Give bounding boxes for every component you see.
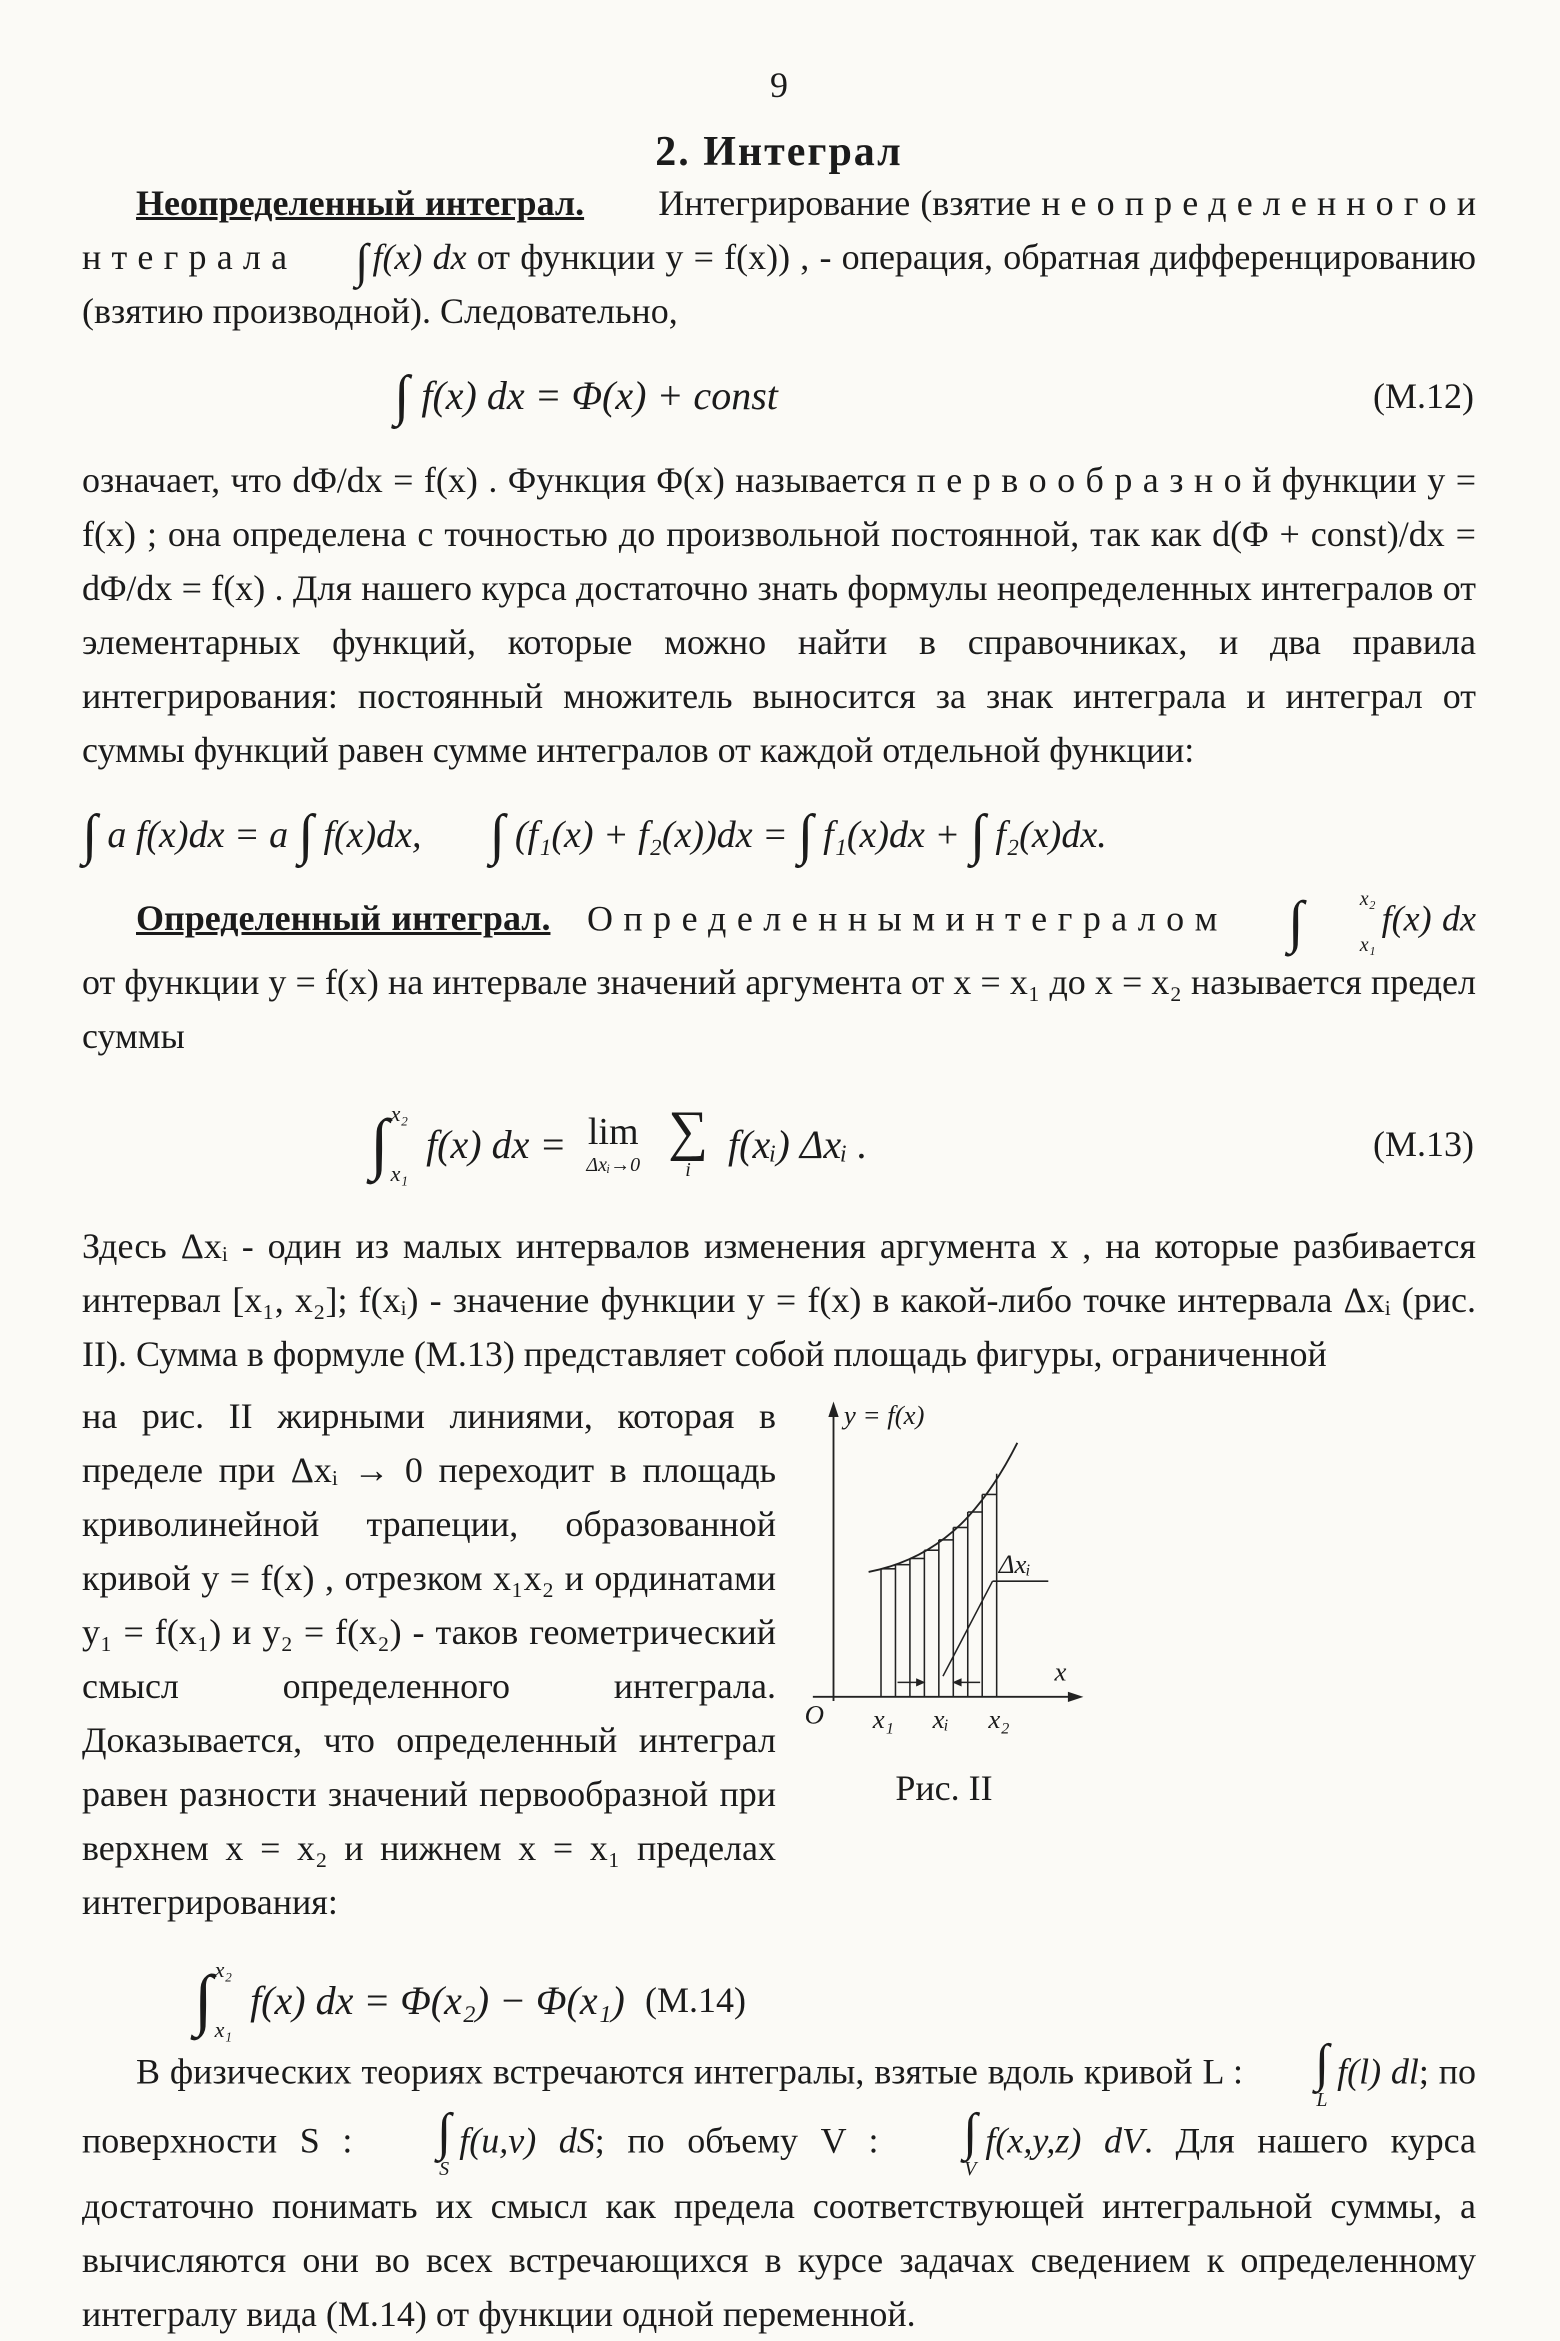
- definite-integral-sign: [370, 1103, 408, 1185]
- integral-sign: ∫: [1287, 888, 1304, 954]
- upper-limit: x₂: [1359, 888, 1376, 910]
- section-label-indefinite-integral: Неопределенный интеграл.: [136, 183, 585, 223]
- formula-segment: (f₁(x) + f₂(x))dx =: [514, 814, 788, 856]
- formula-integration-rules: ∫ a f(x)dx = a ∫ f(x)dx, ∫ (f₁(x) + f₂(x))dx = ∫ f₁(x)dx + ∫ f₂(x)dx.: [82, 804, 1107, 866]
- paragraph-text: от функции y = f(x) на интервале значений аргумента от x = x₁ до x = x₂ называется предел суммы: [82, 962, 1476, 1056]
- formula-body: f(x) dx =: [426, 1121, 567, 1167]
- integral-body: f(l) dl: [1337, 2051, 1419, 2092]
- formula-body: f(x) dx = Φ(x₂) − Φ(x₁): [250, 1977, 625, 2023]
- para-riemann-sum: [82, 1219, 1476, 1381]
- figure-caption: Рис. II: [895, 1768, 993, 1808]
- para-definite-integral: [82, 889, 1476, 1063]
- integral-sign: ∫: [963, 2103, 978, 2161]
- paragraph-text: от функции y = f(x)) , - операция, обратная дифференцированию (взятию производной). Следовательно,: [82, 237, 1476, 331]
- para-physical-integrals: [82, 2035, 1477, 2341]
- riemann-rectangles: [881, 1474, 997, 1697]
- wrapped-text-column: [82, 1389, 776, 2041]
- section-label-definite-integral: Определенный интеграл.: [136, 898, 551, 939]
- para-geometric-meaning: [82, 1389, 776, 1929]
- paragraph-text: ; по объему V :: [594, 2120, 879, 2161]
- formula-body: f(xᵢ) Δxᵢ .: [728, 1121, 868, 1167]
- definite-integral-sign: [194, 1959, 232, 2041]
- formula-body: f(x) dx = Φ(x) + const: [421, 373, 778, 418]
- lower-limit: x₁: [390, 1161, 409, 1186]
- volume-integral-sign: [909, 2103, 978, 2180]
- paragraph-text: на рис. II жирными линиями, которая в пределе при Δxᵢ → 0 переходит в площадь криволинейной трапеции, образованной кривой y = f(x) , отрезком x₁x₂ и ординатами y₁ = f(x₁) и y₂ = f(x₂) - таков геометрический смысл определенного интеграла. Доказывается, что определенный интеграл равен разности значений первообразной при верхнем x = x₂ и нижнем x = x₁ пределах интегрирования:: [82, 1396, 776, 1922]
- definite-integral-sign: [1234, 889, 1376, 955]
- x2-tick-label: x₂: [988, 1703, 1010, 1734]
- line-integral-sign: [1261, 2035, 1330, 2111]
- x1-tick-label: x₁: [872, 1703, 894, 1734]
- integral-subscript: V: [964, 2157, 977, 2180]
- lim-subscript: Δxᵢ→0: [586, 1154, 641, 1176]
- y-axis-arrow: [828, 1402, 838, 1417]
- figure-graph: [786, 1391, 1102, 1759]
- integral-sign: ∫: [194, 1961, 213, 2038]
- integral-body: f(x,y,z) dV: [985, 2120, 1144, 2161]
- limit-operator: [586, 1113, 640, 1175]
- equation-number-m14: (М.14): [645, 1980, 746, 2020]
- formula-segment: a f(x)dx = a: [107, 814, 289, 856]
- sum-sign: ∑: [668, 1100, 709, 1163]
- paragraph-text: означает, что dΦ/dx = f(x) . Функция Φ(x) называется п е р в о о б р а з н о й функции y = f(x) ; она определена с точностью до произвольной постоянной, так как d(Φ + const)/dx = dΦ/dx = f(x) . Для нашего курса достаточно знать формулы неопределенных интегралов от элементарных функций, которые можно найти в справочниках, и два правила интегрирования: постоянный множитель выносится за знак интеграла и интеграл от суммы функций равен сумме интегралов от каждой отдельной функции:: [82, 460, 1476, 770]
- para-antiderivative: [82, 453, 1476, 777]
- figure-text-row: [82, 1389, 1476, 2041]
- delta-x-label: Δxᵢ: [998, 1548, 1031, 1579]
- equation-number-m12: (М.12): [1373, 375, 1474, 416]
- page-title: 2. Интеграл: [655, 129, 903, 175]
- curve-label: y = f(x): [843, 1400, 925, 1431]
- page-number: 9: [770, 65, 788, 105]
- integral-sign: ∫: [1314, 2035, 1330, 2092]
- formula-segment: f₁(x)dx +: [823, 814, 961, 856]
- formula-m13: [82, 1100, 1476, 1186]
- integral-subscript: L: [1316, 2088, 1328, 2111]
- formula-m14: [82, 1959, 776, 2041]
- integral-sign: ∫: [436, 2103, 452, 2161]
- formula-segment: f(x)dx,: [323, 814, 422, 856]
- paragraph-text: Здесь Δxᵢ - один из малых интервалов изменения аргумента x , на которые разбивается интервал [x₁, x₂]; f(xᵢ) - значение функции y = f(x) в какой-либо точке интервала Δxᵢ (рис. II). Сумма в формуле (М.13) представляет собой площадь фигуры, ограниченной: [82, 1226, 1476, 1374]
- upper-limit: x₂: [214, 1957, 233, 1982]
- paragraph-text: В физических теориях встречаются интегралы, взятые вдоль кривой L :: [136, 2051, 1243, 2092]
- paragraph-text: . Для нашего курса достаточно понимать их смысл как предела соответствующей интегральной суммы, а вычисляются они во всех встречающихся в курсе задачах сведением к определенному интегралу вида (М.14) от функции одной переменной.: [82, 2120, 1476, 2334]
- function-curve: [869, 1443, 1018, 1572]
- integral-body: f(x) dx: [372, 237, 467, 277]
- lower-limit: x₁: [214, 2017, 233, 2042]
- sum-operator: [668, 1100, 709, 1181]
- lower-limit: x₁: [1359, 934, 1376, 956]
- x-axis-label: x: [1054, 1656, 1067, 1687]
- formula-segment: f₂(x)dx.: [995, 814, 1107, 856]
- surface-integral-sign: [383, 2103, 452, 2180]
- figure-riemann: [776, 1389, 1476, 1809]
- xi-tick-label: xᵢ: [932, 1703, 949, 1734]
- letterspaced-term: О п р е д е л е н н ы м и н т е г р а л о м: [586, 898, 1218, 939]
- origin-label: O: [804, 1699, 824, 1730]
- paragraph-text: ; по поверхности S :: [82, 2051, 1477, 2161]
- paragraph-text: Интегрирование (взятие: [658, 183, 1032, 223]
- integral-sign: ∫: [370, 1105, 389, 1182]
- equation-number-m13: (М.13): [1373, 1124, 1474, 1164]
- letterspaced-term: н е о п р е д е л е н н о г о и н т е г р а л а: [82, 183, 1477, 277]
- integral-subscript: S: [439, 2157, 450, 2180]
- integral-body: f(x) dx: [1381, 898, 1477, 939]
- upper-limit: x₂: [390, 1101, 409, 1126]
- lim-word: lim: [587, 1111, 639, 1153]
- sum-subscript: i: [685, 1158, 691, 1181]
- x-axis-arrow: [1068, 1692, 1083, 1702]
- integral-body: f(u,v) dS: [459, 2120, 595, 2161]
- formula-m12: ∫ f(x) dx = Φ(x) + const (М.12): [394, 364, 1474, 427]
- para-indefinite-integral: Неопределенный интеграл. Интегрирование (взятие н е о п р е д е л е н н о г о и н т е г р а л а ∫ f(x) dx от функции y = f(x)) , - операция, обратная дифференцированию (взятию производной). Следовательно,: [82, 183, 1477, 331]
